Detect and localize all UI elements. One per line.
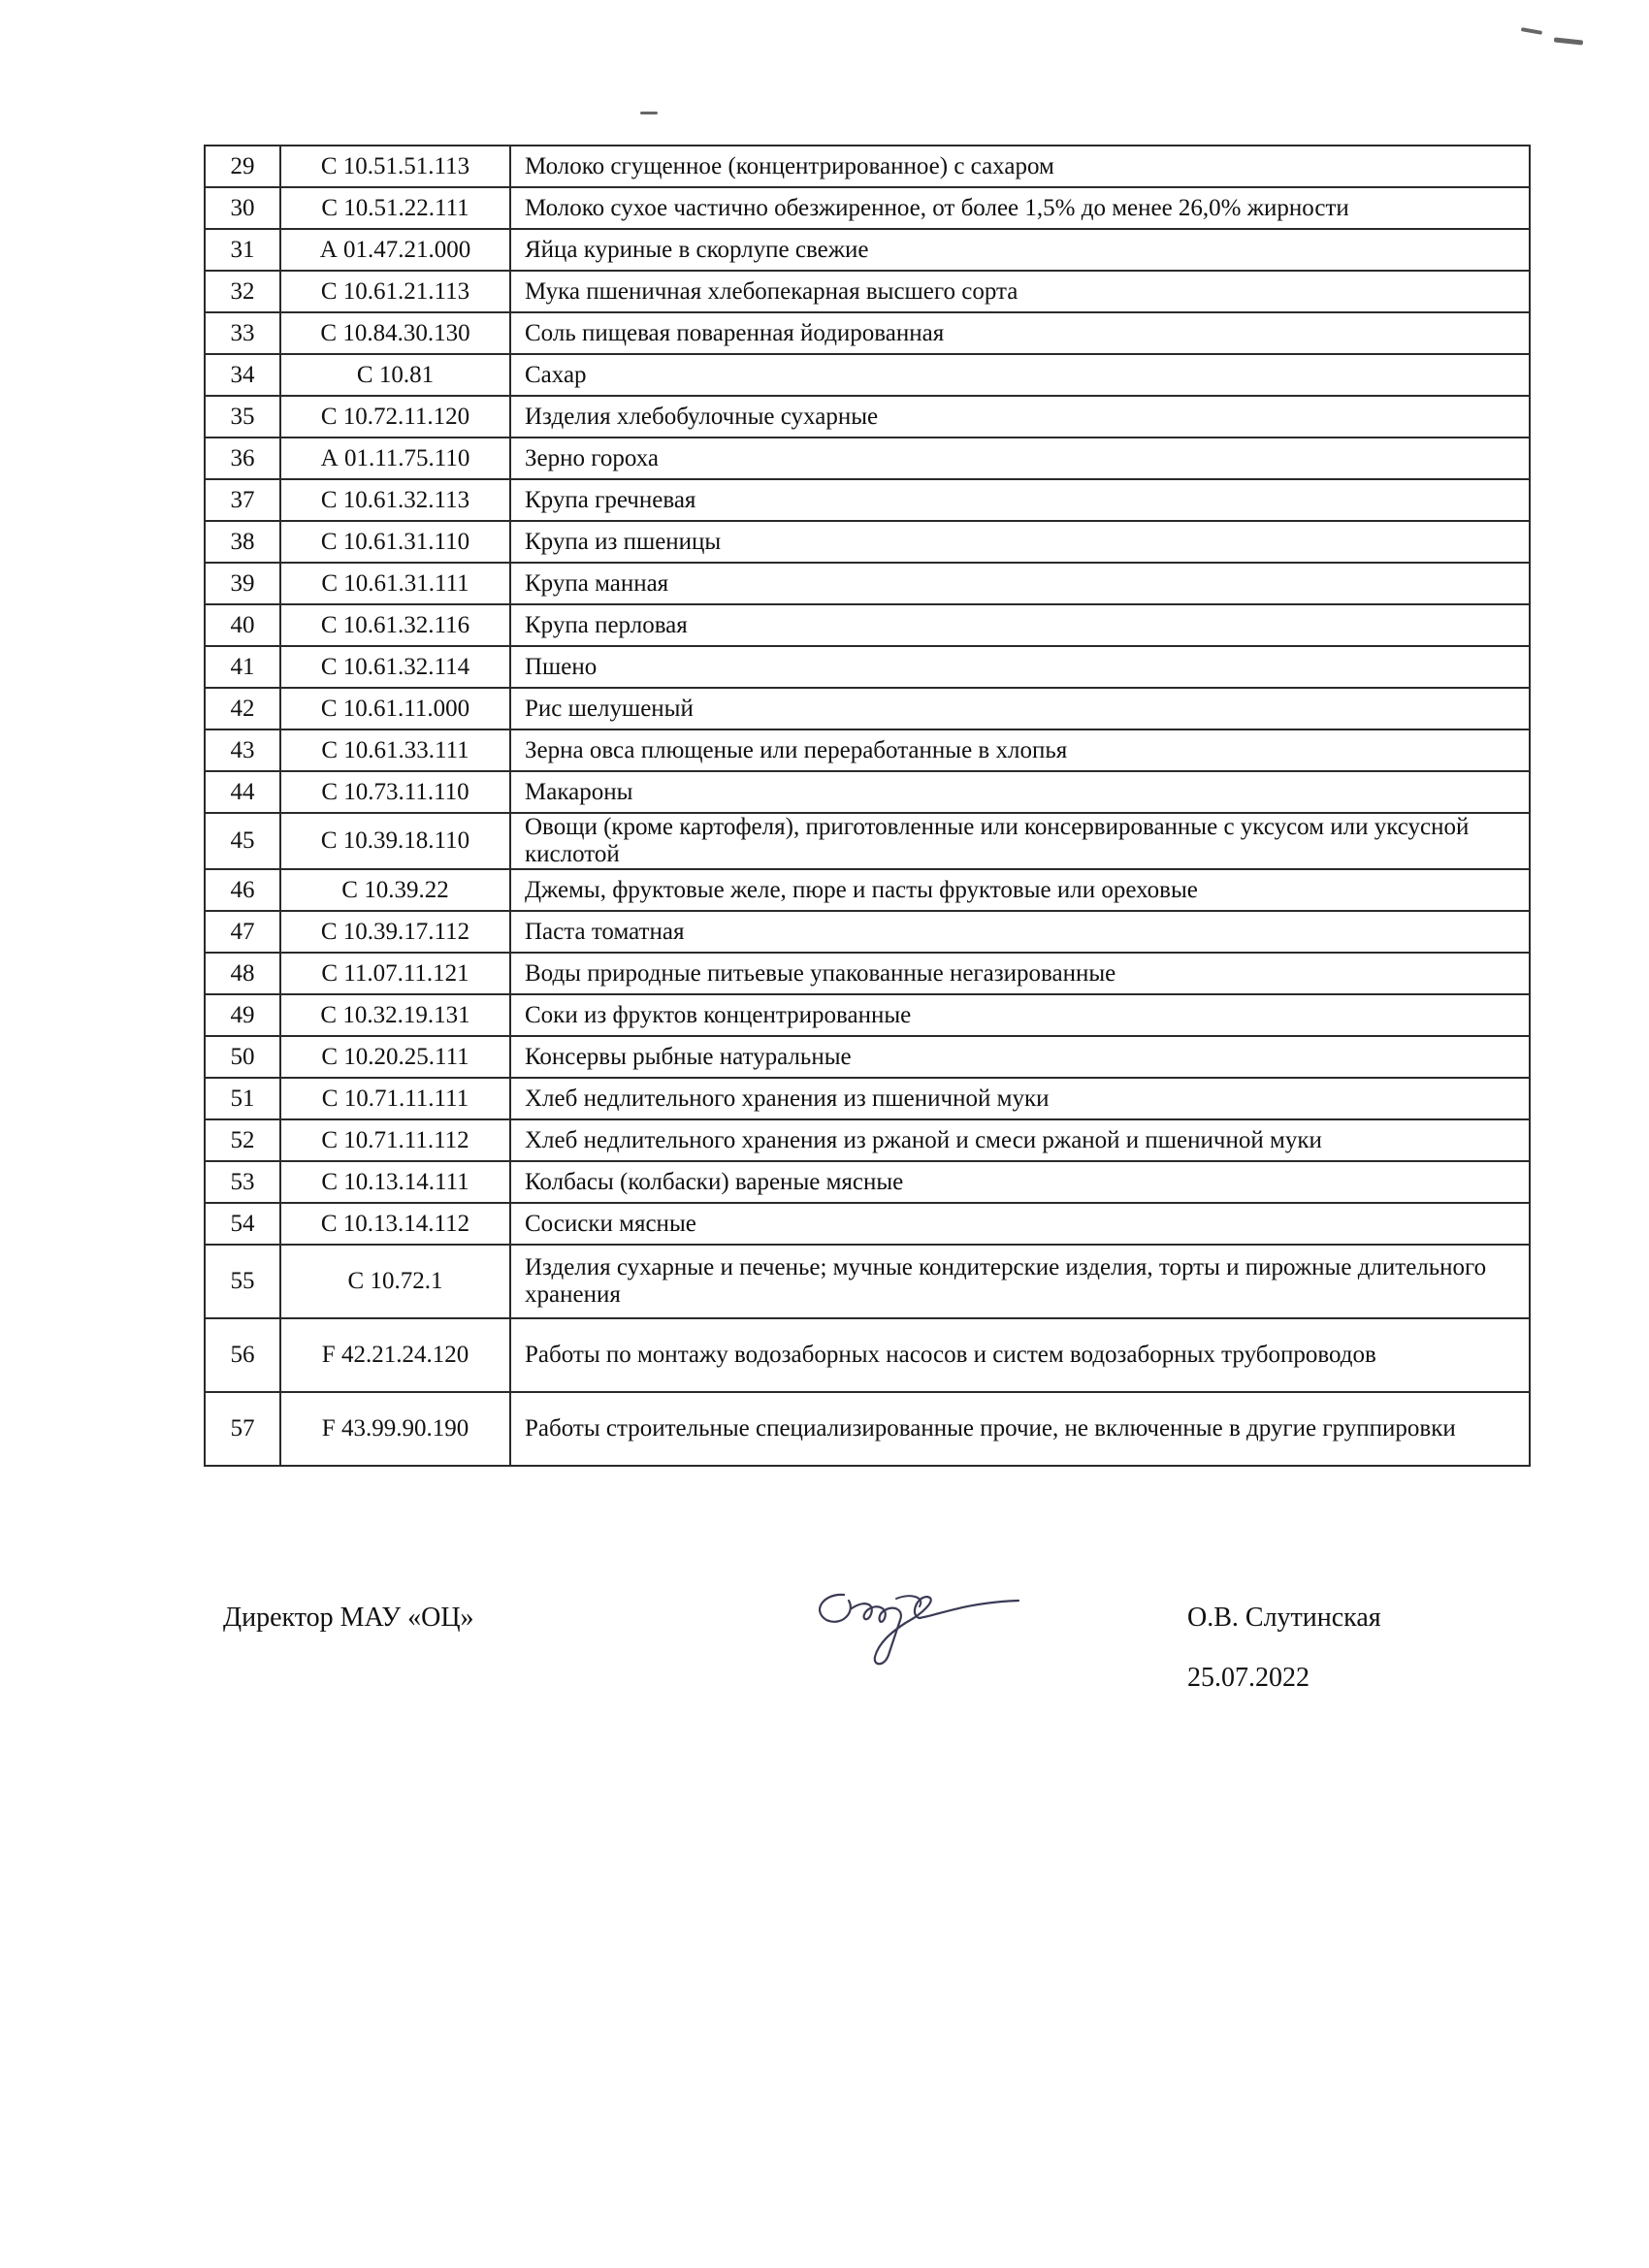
row-number: 39 xyxy=(205,563,280,604)
row-name: Молоко сухое частично обезжиренное, от более 1,5% до менее 26,0% жирности xyxy=(510,187,1530,229)
row-number: 51 xyxy=(205,1078,280,1119)
row-code: С 10.13.14.112 xyxy=(280,1203,510,1245)
row-name: Хлеб недлительного хранения из пшеничной муки xyxy=(510,1078,1530,1119)
row-code: С 10.61.11.000 xyxy=(280,688,510,729)
table-row xyxy=(205,1119,1530,1161)
row-code: С 10.61.33.111 xyxy=(280,729,510,771)
row-name: Работы по монтажу водозаборных насосов и систем водозаборных трубопроводов xyxy=(510,1318,1530,1392)
row-code: С 10.20.25.111 xyxy=(280,1036,510,1078)
products-table xyxy=(204,145,1531,1467)
table-row xyxy=(205,953,1530,994)
row-number: 36 xyxy=(205,437,280,479)
signatory-name: О.В. Слутинская xyxy=(1187,1603,1381,1633)
director-title: Директор МАУ «ОЦ» xyxy=(223,1603,474,1633)
row-number: 34 xyxy=(205,354,280,396)
table-row xyxy=(205,646,1530,688)
row-name: Крупа перловая xyxy=(510,604,1530,646)
table-row xyxy=(205,1245,1530,1318)
row-number: 53 xyxy=(205,1161,280,1203)
row-name: Крупа манная xyxy=(510,563,1530,604)
row-code: С 10.61.32.116 xyxy=(280,604,510,646)
table-row xyxy=(205,1161,1530,1203)
scan-mark xyxy=(1521,27,1542,35)
table-row xyxy=(205,1318,1530,1392)
row-name: Макароны xyxy=(510,771,1530,813)
row-code: С 10.73.11.110 xyxy=(280,771,510,813)
row-number: 55 xyxy=(205,1245,280,1318)
table-row xyxy=(205,1203,1530,1245)
row-number: 41 xyxy=(205,646,280,688)
signature-date: 25.07.2022 xyxy=(1187,1663,1310,1693)
row-number: 48 xyxy=(205,953,280,994)
row-number: 43 xyxy=(205,729,280,771)
row-code: А 01.11.75.110 xyxy=(280,437,510,479)
row-code: С 10.51.51.113 xyxy=(280,146,510,187)
row-code: С 10.13.14.111 xyxy=(280,1161,510,1203)
row-code: А 01.47.21.000 xyxy=(280,229,510,271)
table-row xyxy=(205,729,1530,771)
row-number: 49 xyxy=(205,994,280,1036)
table-row xyxy=(205,688,1530,729)
row-name: Джемы, фруктовые желе, пюре и пасты фруктовые или ореховые xyxy=(510,869,1530,911)
table-row xyxy=(205,479,1530,521)
row-name: Крупа из пшеницы xyxy=(510,521,1530,563)
table-row xyxy=(205,521,1530,563)
table-row xyxy=(205,312,1530,354)
row-number: 54 xyxy=(205,1203,280,1245)
row-name: Хлеб недлительного хранения из ржаной и смеси ржаной и пшеничной муки xyxy=(510,1119,1530,1161)
row-code: С 10.81 xyxy=(280,354,510,396)
table-body xyxy=(205,146,1530,1466)
row-code: С 11.07.11.121 xyxy=(280,953,510,994)
row-name: Колбасы (колбаски) вареные мясные xyxy=(510,1161,1530,1203)
table-row xyxy=(205,604,1530,646)
table-row xyxy=(205,271,1530,312)
table-row xyxy=(205,396,1530,437)
table-row xyxy=(205,1036,1530,1078)
table-row xyxy=(205,354,1530,396)
table-row xyxy=(205,813,1530,869)
row-name: Изделия хлебобулочные сухарные xyxy=(510,396,1530,437)
table-row xyxy=(205,911,1530,953)
row-name: Соки из фруктов концентрированные xyxy=(510,994,1530,1036)
table-row xyxy=(205,994,1530,1036)
row-name: Зерно гороха xyxy=(510,437,1530,479)
row-name: Мука пшеничная хлебопекарная высшего сорта xyxy=(510,271,1530,312)
row-name: Изделия сухарные и печенье; мучные кондитерские изделия, торты и пирожные длительного хранения xyxy=(510,1245,1530,1318)
row-code: С 10.61.31.111 xyxy=(280,563,510,604)
row-code: С 10.51.22.111 xyxy=(280,187,510,229)
row-number: 32 xyxy=(205,271,280,312)
row-code: С 10.61.21.113 xyxy=(280,271,510,312)
row-name: Овощи (кроме картофеля), приготовленные или консервированные с уксусом или уксусной кислотой xyxy=(510,813,1530,869)
row-number: 30 xyxy=(205,187,280,229)
row-number: 37 xyxy=(205,479,280,521)
table-row xyxy=(205,437,1530,479)
table-row xyxy=(205,869,1530,911)
row-name: Паста томатная xyxy=(510,911,1530,953)
table-row xyxy=(205,1392,1530,1466)
row-name: Сосиски мясные xyxy=(510,1203,1530,1245)
row-number: 40 xyxy=(205,604,280,646)
table-row xyxy=(205,187,1530,229)
row-name: Консервы рыбные натуральные xyxy=(510,1036,1530,1078)
row-code: С 10.71.11.112 xyxy=(280,1119,510,1161)
row-code: С 10.71.11.111 xyxy=(280,1078,510,1119)
row-number: 38 xyxy=(205,521,280,563)
row-number: 56 xyxy=(205,1318,280,1392)
row-code: С 10.39.22 xyxy=(280,869,510,911)
row-code: С 10.61.31.110 xyxy=(280,521,510,563)
row-number: 31 xyxy=(205,229,280,271)
row-code: С 10.72.1 xyxy=(280,1245,510,1318)
row-number: 29 xyxy=(205,146,280,187)
table-row xyxy=(205,146,1530,187)
row-name: Крупа гречневая xyxy=(510,479,1530,521)
row-name: Рис шелушеный xyxy=(510,688,1530,729)
row-code: С 10.72.11.120 xyxy=(280,396,510,437)
row-number: 50 xyxy=(205,1036,280,1078)
row-number: 45 xyxy=(205,813,280,869)
row-name: Зерна овса плющеные или переработанные в хлопья xyxy=(510,729,1530,771)
row-code: С 10.32.19.131 xyxy=(280,994,510,1036)
table-row xyxy=(205,1078,1530,1119)
row-name: Работы строительные специализированные прочие, не включенные в другие группировки xyxy=(510,1392,1530,1466)
row-code: С 10.84.30.130 xyxy=(280,312,510,354)
signature-image xyxy=(795,1573,1086,1680)
row-code: С 10.61.32.114 xyxy=(280,646,510,688)
row-number: 52 xyxy=(205,1119,280,1161)
table-row xyxy=(205,563,1530,604)
row-code: F 43.99.90.190 xyxy=(280,1392,510,1466)
row-number: 46 xyxy=(205,869,280,911)
row-code: С 10.61.32.113 xyxy=(280,479,510,521)
row-name: Молоко сгущенное (концентрированное) с сахаром xyxy=(510,146,1530,187)
row-name: Соль пищевая поваренная йодированная xyxy=(510,312,1530,354)
row-name: Яйца куриные в скорлупе свежие xyxy=(510,229,1530,271)
row-code: F 42.21.24.120 xyxy=(280,1318,510,1392)
table-row xyxy=(205,771,1530,813)
row-code: С 10.39.18.110 xyxy=(280,813,510,869)
row-name: Сахар xyxy=(510,354,1530,396)
table-row xyxy=(205,229,1530,271)
row-number: 57 xyxy=(205,1392,280,1466)
row-code: С 10.39.17.112 xyxy=(280,911,510,953)
row-name: Пшено xyxy=(510,646,1530,688)
row-number: 47 xyxy=(205,911,280,953)
row-number: 44 xyxy=(205,771,280,813)
scan-mark xyxy=(1554,37,1583,45)
row-number: 42 xyxy=(205,688,280,729)
row-number: 33 xyxy=(205,312,280,354)
row-name: Воды природные питьевые упакованные негазированные xyxy=(510,953,1530,994)
scan-mark xyxy=(640,112,658,114)
row-number: 35 xyxy=(205,396,280,437)
